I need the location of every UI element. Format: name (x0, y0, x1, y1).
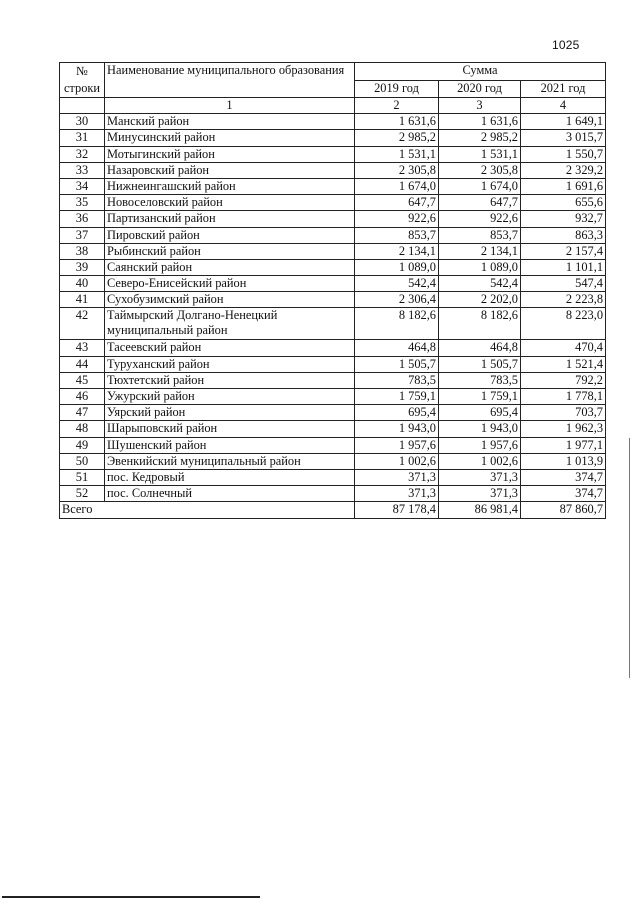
municipality-name: Северо-Енисейский район (105, 276, 355, 292)
row-number: 45 (60, 372, 105, 388)
row-number: 48 (60, 421, 105, 437)
row-number: 36 (60, 211, 105, 227)
value-2019: 1 002,6 (355, 453, 439, 469)
value-2019: 2 985,2 (355, 130, 439, 146)
table-row (60, 308, 606, 340)
total-label: Всего (60, 502, 355, 518)
table-row (60, 437, 606, 453)
value-2019: 647,7 (355, 195, 439, 211)
value-2021: 655,6 (521, 195, 606, 211)
municipality-name: Уярский район (105, 405, 355, 421)
table-body (60, 114, 606, 502)
municipality-name: Сухобузимский район (105, 292, 355, 308)
municipality-name: Минусинский район (105, 130, 355, 146)
row-number: 47 (60, 405, 105, 421)
value-2020: 371,3 (439, 469, 521, 485)
value-2021: 8 223,0 (521, 308, 606, 340)
value-2021: 1 691,6 (521, 178, 606, 194)
row-number: 40 (60, 276, 105, 292)
column-index-2: 2 (355, 98, 439, 114)
value-2019: 2 306,4 (355, 292, 439, 308)
table-row (60, 211, 606, 227)
value-2020: 2 202,0 (439, 292, 521, 308)
value-2021: 932,7 (521, 211, 606, 227)
column-index-empty (60, 98, 105, 114)
value-2021: 1 649,1 (521, 114, 606, 130)
table-row (60, 486, 606, 502)
row-number: 42 (60, 308, 105, 340)
value-2019: 1 531,1 (355, 146, 439, 162)
footer-rule (2, 896, 260, 898)
municipality-name: Саянский район (105, 259, 355, 275)
municipality-name: Эвенкийский муниципальный район (105, 453, 355, 469)
value-2019: 1 759,1 (355, 389, 439, 405)
row-number-header-line2: строки (63, 81, 101, 95)
table-row (60, 195, 606, 211)
row-number: 31 (60, 130, 105, 146)
table-row (60, 259, 606, 275)
table-row (60, 405, 606, 421)
municipality-name: Мотыгинский район (105, 146, 355, 162)
municipality-name: Шарыповский район (105, 421, 355, 437)
municipality-name: Ужурский район (105, 389, 355, 405)
municipality-name: Партизанский район (105, 211, 355, 227)
row-number: 33 (60, 162, 105, 178)
table-row (60, 114, 606, 130)
table-row (60, 162, 606, 178)
value-2021: 1 550,7 (521, 146, 606, 162)
row-number: 46 (60, 389, 105, 405)
year-2020-header: 2020 год (439, 80, 521, 98)
value-2019: 2 305,8 (355, 162, 439, 178)
value-2019: 1 089,0 (355, 259, 439, 275)
value-2019: 8 182,6 (355, 308, 439, 340)
table-row (60, 421, 606, 437)
municipality-name: пос. Кедровый (105, 469, 355, 485)
table-row (60, 389, 606, 405)
municipality-name: Нижнеингашский район (105, 178, 355, 194)
value-2019: 1 505,7 (355, 356, 439, 372)
scan-margin-line (629, 438, 630, 678)
column-index-row (60, 98, 606, 114)
value-2020: 8 182,6 (439, 308, 521, 340)
value-2019: 695,4 (355, 405, 439, 421)
value-2020: 695,4 (439, 405, 521, 421)
municipality-name: Пировский район (105, 227, 355, 243)
value-2020: 1 089,0 (439, 259, 521, 275)
value-2021: 863,3 (521, 227, 606, 243)
page-number: 1025 (552, 38, 580, 52)
value-2021: 1 977,1 (521, 437, 606, 453)
value-2020: 783,5 (439, 372, 521, 388)
value-2021: 703,7 (521, 405, 606, 421)
row-number-header-line1: № (76, 64, 88, 78)
row-number-header (60, 63, 105, 98)
value-2020: 922,6 (439, 211, 521, 227)
value-2019: 371,3 (355, 469, 439, 485)
municipality-name: Рыбинский район (105, 243, 355, 259)
value-2019: 464,8 (355, 340, 439, 356)
municipality-name-header: Наименование муниципального образования (105, 63, 355, 98)
total-2019: 87 178,4 (355, 502, 439, 518)
row-number: 35 (60, 195, 105, 211)
row-number: 44 (60, 356, 105, 372)
value-2020: 853,7 (439, 227, 521, 243)
value-2020: 1 957,6 (439, 437, 521, 453)
row-number: 52 (60, 486, 105, 502)
value-2019: 1 674,0 (355, 178, 439, 194)
value-2019: 371,3 (355, 486, 439, 502)
table-footer (60, 502, 606, 518)
value-2021: 1 101,1 (521, 259, 606, 275)
row-number: 38 (60, 243, 105, 259)
value-2020: 1 674,0 (439, 178, 521, 194)
value-2021: 2 157,4 (521, 243, 606, 259)
value-2020: 2 134,1 (439, 243, 521, 259)
municipality-name: пос. Солнечный (105, 486, 355, 502)
value-2021: 374,7 (521, 486, 606, 502)
table-row (60, 227, 606, 243)
total-2021: 87 860,7 (521, 502, 606, 518)
row-number: 30 (60, 114, 105, 130)
table-row (60, 276, 606, 292)
value-2021: 1 962,3 (521, 421, 606, 437)
value-2021: 3 015,7 (521, 130, 606, 146)
table-row (60, 146, 606, 162)
value-2021: 374,7 (521, 469, 606, 485)
table-row (60, 356, 606, 372)
municipality-name: Назаровский район (105, 162, 355, 178)
value-2021: 1 521,4 (521, 356, 606, 372)
value-2020: 371,3 (439, 486, 521, 502)
value-2020: 647,7 (439, 195, 521, 211)
municipality-name: Манский район (105, 114, 355, 130)
sum-header: Сумма (355, 63, 606, 81)
municipality-name: Новоселовский район (105, 195, 355, 211)
value-2020: 1 002,6 (439, 453, 521, 469)
value-2019: 2 134,1 (355, 243, 439, 259)
value-2021: 1 013,9 (521, 453, 606, 469)
value-2019: 1 957,6 (355, 437, 439, 453)
table-row (60, 178, 606, 194)
table-row (60, 372, 606, 388)
column-index-4: 4 (521, 98, 606, 114)
value-2021: 547,4 (521, 276, 606, 292)
value-2020: 1 505,7 (439, 356, 521, 372)
year-2019-header: 2019 год (355, 80, 439, 98)
table-row (60, 130, 606, 146)
value-2020: 1 943,0 (439, 421, 521, 437)
value-2020: 542,4 (439, 276, 521, 292)
row-number: 49 (60, 437, 105, 453)
column-index-1: 1 (105, 98, 355, 114)
header-row-1 (60, 63, 606, 81)
value-2021: 2 329,2 (521, 162, 606, 178)
municipality-name: Туруханский район (105, 356, 355, 372)
value-2019: 542,4 (355, 276, 439, 292)
row-number: 51 (60, 469, 105, 485)
value-2020: 1 759,1 (439, 389, 521, 405)
value-2020: 2 305,8 (439, 162, 521, 178)
value-2021: 792,2 (521, 372, 606, 388)
municipality-name: Тюхтетский район (105, 372, 355, 388)
budget-table (59, 62, 606, 519)
value-2019: 922,6 (355, 211, 439, 227)
value-2021: 470,4 (521, 340, 606, 356)
municipality-name: Таймырский Долгано-Ненецкий муниципальный район (105, 308, 355, 340)
table-row (60, 453, 606, 469)
table-header (60, 63, 606, 114)
value-2020: 2 985,2 (439, 130, 521, 146)
row-number: 37 (60, 227, 105, 243)
total-2020: 86 981,4 (439, 502, 521, 518)
municipality-name: Тасеевский район (105, 340, 355, 356)
year-2021-header: 2021 год (521, 80, 606, 98)
value-2020: 464,8 (439, 340, 521, 356)
row-number: 32 (60, 146, 105, 162)
row-number: 41 (60, 292, 105, 308)
value-2019: 1 943,0 (355, 421, 439, 437)
table-row (60, 469, 606, 485)
row-number: 34 (60, 178, 105, 194)
row-number: 43 (60, 340, 105, 356)
table-row (60, 243, 606, 259)
value-2021: 1 778,1 (521, 389, 606, 405)
total-row (60, 502, 606, 518)
table-row (60, 340, 606, 356)
row-number: 50 (60, 453, 105, 469)
municipality-name: Шушенский район (105, 437, 355, 453)
row-number: 39 (60, 259, 105, 275)
value-2021: 2 223,8 (521, 292, 606, 308)
value-2019: 1 631,6 (355, 114, 439, 130)
table-row (60, 292, 606, 308)
column-index-3: 3 (439, 98, 521, 114)
value-2020: 1 631,6 (439, 114, 521, 130)
value-2019: 783,5 (355, 372, 439, 388)
value-2020: 1 531,1 (439, 146, 521, 162)
value-2019: 853,7 (355, 227, 439, 243)
